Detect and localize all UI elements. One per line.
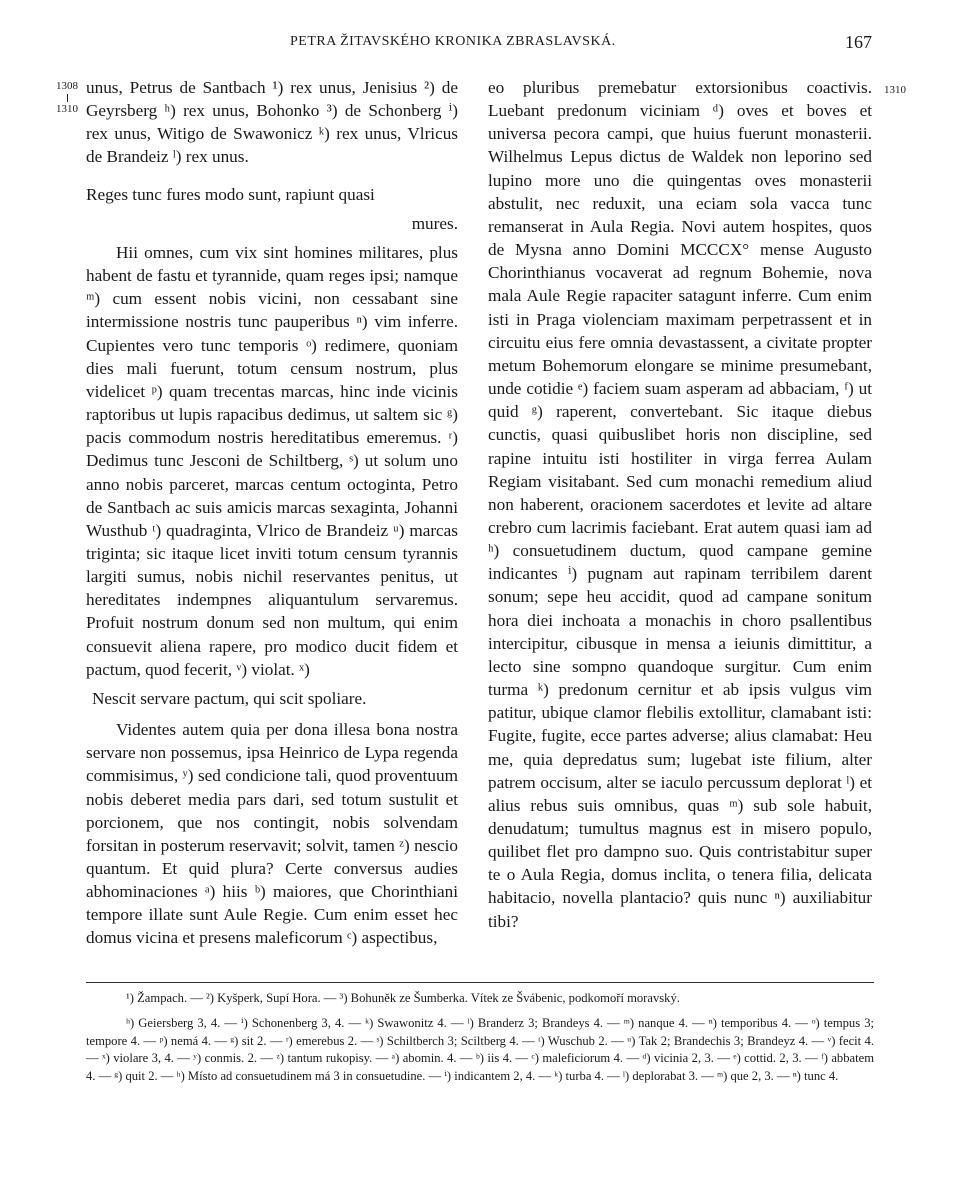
- page-header: [80, 34, 880, 58]
- footnote-translations: ¹) Žampach. — ²) Kyšperk, Supí Hora. — ³) Bohuněk ze Šumberka. Vítek ze Švábenic, podkomoří moravský.: [126, 991, 680, 1005]
- footnote-variants: ʰ) Geiersberg 3, 4. — ⁱ) Schonenberg 3, 4. — ᵏ) Swawonitz 4. — ˡ) Branderz 3; Brandeys 4. — ᵐ) nanque 4. — ⁿ) temporibus 4. — ᵒ) tempus 3; tempore 4. — ᵖ) nemá 4. — ᵍ) sit 2. — ʳ) emerebus 2. — ˢ) Schiltberch 3; Sciltberg 4. — ᵗ) Wuschub 2. — ᵘ) Tak 2; Brandechis 3; Brandeyz 4. — ᵛ) fecit 4. — ˣ) violare 3, 4. — ʸ) conmis. 2. — ᶻ) tantum rukopisy. — ᵃ) abomin. 4. — ᵇ) iis 4. — ᶜ) maleficiorum 4. — ᵈ) vicinia 2, 3. — ᵉ) cottid. 2, 3. — ᶠ) abbatem 4. — ᵍ) quit 2. — ʰ) Místo ad consuetudinem má 3 in consuetudine. — ⁱ) indicantem 2, 4. — ᵏ) turba 4. — ˡ) deplorabat 3. — ᵐ) que 2, 3. — ⁿ) tunc 4.: [86, 1016, 874, 1083]
- running-title: PETRA ŽITAVSKÉHO KRONIKA ZBRASLAVSKÁ.: [290, 34, 616, 49]
- footnote-separator: [86, 982, 874, 983]
- left-paragraph-3: Videntes autem quia per dona illesa bona nostra servare non possemus, ipsa Heinrico de Lypa regenda commisimus, ʸ) sed condicione tali, quod proventuum nobis deberet media pars dari, sed totum sustulit et porcionem, que nos contingit, nobis solvendam forsitan in posterum reservavit; solvit, tamen ᶻ) nescio quantum. Et quid plura? Certe conversus audies abhominaciones ᵃ) hiis ᵇ) maiores, que Chorinthiani tempore illate sunt Aule Regie. Cum enim esset hec domus vicina et presens maleficorum ᶜ) aspectibus,: [86, 720, 458, 948]
- verse-1: [86, 183, 458, 206]
- margin-year-right: 1310: [884, 84, 906, 96]
- left-paragraph-2: Hii omnes, cum vix sint homines militares, plus habent de fastu et tyrannide, quam reges ipsi; namque ᵐ) cum essent nobis vicini, non cessabant sine intermissione nostris tunc pauperibus ⁿ) vim inferre. Cupientes vero tunc temporis ᵒ) redimere, quoniam dies mali fuerunt, totum censum nostrum, plus videlicet ᵖ) quam trecentas marcas, hinc inde vicinis raptoribus ut lupis rapacibus dedimus, ut saltem sic ᵍ) pacis commodum nostris hereditatibus emeremus. ʳ) Dedimus tunc Jesconi de Schiltberg, ˢ) ut solum uno anno nobis parceret, marcas centum octoginta, Petro de Santbach ac suis amicis marcas sexaginta, Johanni Wusthub ᵗ) quadraginta, Vlrico de Brandeiz ᵘ) marcas triginta; sic itaque licet inviti totum censum tyrannis largiti sumus, nobis nichil reservantes penitus, ut hereditates indempnes aliquantulum servaremus. Profuit nostrum donum sed non multum, qui enim consuevit aliena rapere, pro modico ducit fidem et pactum, quod fecerit, ᵛ) violat. ˣ): [86, 242, 458, 679]
- verse-1-line-b: mures.: [411, 213, 458, 233]
- margin-year-to: 1310: [56, 103, 78, 115]
- footnotes: [86, 990, 874, 1085]
- left-column: [86, 76, 458, 950]
- verse-1-line-a: Reges tunc fures modo sunt, rapiunt quasi: [86, 184, 375, 204]
- margin-year-from: 1308: [56, 80, 78, 92]
- right-paragraph-1: eo pluribus premebatur extorsionibus coactivis. Luebant predonum viciniam ᵈ) oves et boves et universa pecora campi, que huius fuerunt monasterii. Wilhelmus Lepus dictus de Waldek non leporino sed lupino more uno die quingentas oves monasterii abstulit, nec reduxit, una eciam sola vacca tunc remanserat in Aula Regia. Novi autem hospites, quos de Mysna anno Domini MCCCX° mense Augusto Chorinthianus vocaverat ad regnum Bohemie, nova mala Aule Regie rapaciter satagunt inferre. Cum enim isti in Praga violenciam maximam perpetrassent et in circuitu eius fere omnia devastassent, a civitate propter metum Bohemorum elongare se minime presumebant, unde cotidie ᵉ) faciem suam asperam ad abbaciam, ᶠ) ut quid ᵍ) raperent, convertebant. Sic itaque diebus cunctis, quasi quibuslibet horis non discipline, sed rapine intuitu isti hostiliter in virga ferrea Aulam Regiam visitabant. Sed cum monachi remedium aliud non haberent, oracionem sacerdotes et levite ad altare crebro cum lacrimis faciebant. Erat autem quasi iam ad ʰ) consuetudinem ductum, quod campane gemine indicantes ⁱ) pugnam aut rapinam terribilem darent sonum; sepe heu accidit, quod ad campane sonitum hora diei inchoata a monachis in choro psallentibus intercipitur, cibusque in mensa a ieiunis dimittitur, a lecto sine sompno quandoque surgitur. Cum enim turma ᵏ) predonum cernitur et ab ipsis vulgus vim patitur, ubique clamor flebilis extollitur, clamabant isti: Fugite, fugite, ecce partes adverse; alius clamabat: Heu me, quia depredatus sum; lugebat iste filium, alter patrem occisum, alter se iaculo percussum deplorat ˡ) et alius rebus suis omnibus, quas ᵐ) sub sole habuit, denudatum; tumultus magnus est in misero populo, quilibet flet pro dampno suo. Quis contristabitur super te o Aula Regia, domus inclita, o tenera filia, delicata habitacio, novella plantacio? quis nunc ⁿ) auxiliabitur tibi?: [488, 78, 872, 931]
- left-paragraph-1: unus, Petrus de Santbach ¹) rex unus, Jenisius ²) de Geyrsberg ʰ) rex unus, Bohonko ³) de Schonberg ⁱ) rex unus, Witigo de Swawonicz ᵏ) rex unus, Vlricus de Brandeiz ˡ) rex unus.: [86, 78, 458, 167]
- page-number: 167: [845, 32, 872, 52]
- margin-year-bar: [67, 94, 68, 102]
- right-column: [488, 76, 872, 933]
- margin-year-range: [52, 80, 82, 116]
- verse-2: Nescit servare pactum, qui scit spoliare.: [92, 688, 367, 708]
